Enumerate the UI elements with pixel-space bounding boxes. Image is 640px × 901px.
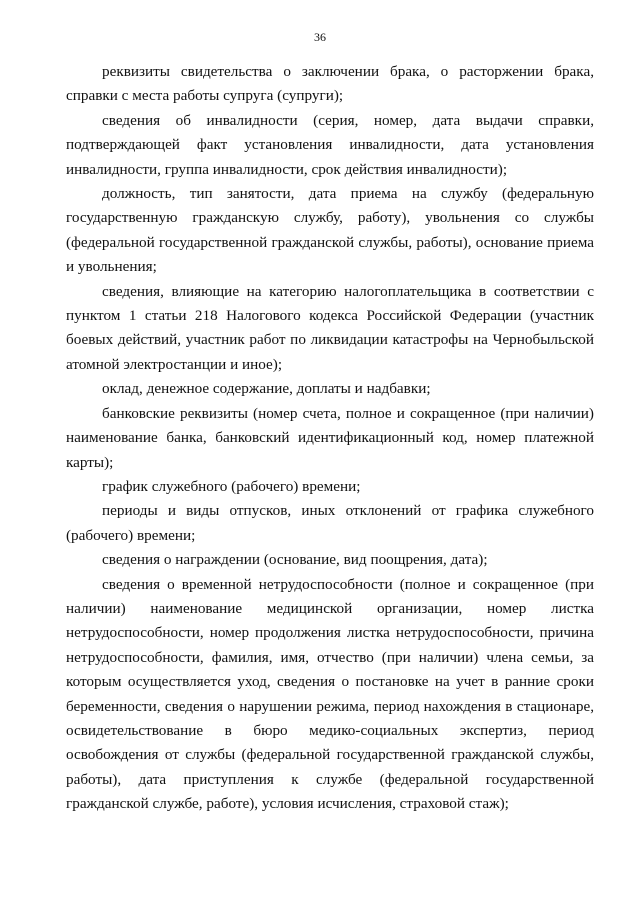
paragraph-bank-details: банковские реквизиты (номер счета, полное и сокращенное (при наличии) наименование банка, банковский идентификационный код, номер платежной карты); [66, 404, 594, 471]
paragraph-temporary-disability: сведения о временной нетрудоспособности (полное и сокращенное (при наличии) наименование медицинской организации, номер листка нетрудоспособности, номер продолжения листка нетрудоспособности, причина нетрудоспособности, фамилия, имя, отчество (при наличии) члена семьи, за которым осуществляется уход, сведения о постановке на учет в ранние сроки беременности, сведения о нарушении режима, период нахождения в стационаре, освидетельствование в бюро медико-социальных экспертиз, период освобождения от службы (федеральной государственной гражданской службы, работы), дата приступления к службе (федеральной государственной гражданской службе, работе), условия исчисления, страховой стаж); [66, 575, 594, 813]
paragraph-disability: сведения об инвалидности (серия, номер, дата выдачи справки, подтверждающей факт установления инвалидности, дата установления инвалидности, группа инвалидности, срок действия инвалидности); [66, 111, 594, 178]
paragraph-tax-category: сведения, влияющие на категорию налогоплательщика в соответствии с пунктом 1 статьи 218 Налогового кодекса Российской Федерации (участник боевых действий, участник работ по ликвидации катастрофы на Чернобыльской атомной электростанции и иное); [66, 282, 594, 373]
paragraph-salary: оклад, денежное содержание, доплаты и надбавки; [102, 380, 431, 398]
paragraph-awards: сведения о награждении (основание, вид поощрения, дата); [102, 551, 488, 569]
page-number: 36 [314, 30, 326, 44]
paragraph-vacations: периоды и виды отпусков, иных отклонений от графика служебного (рабочего) времени; [66, 502, 594, 544]
document-body [66, 60, 594, 817]
paragraph-work-schedule: график служебного (рабочего) времени; [102, 477, 361, 495]
paragraph-marriage-certificate: реквизиты свидетельства о заключении брака, о расторжении брака, справки с места работы супруга (супруги); [66, 63, 594, 105]
paragraph-position-employment: должность, тип занятости, дата приема на службу (федеральную государственную гражданскую службу, работу), увольнения со службы (федеральной государственной гражданской службы, работы), основание приема и увольнения; [66, 185, 594, 276]
